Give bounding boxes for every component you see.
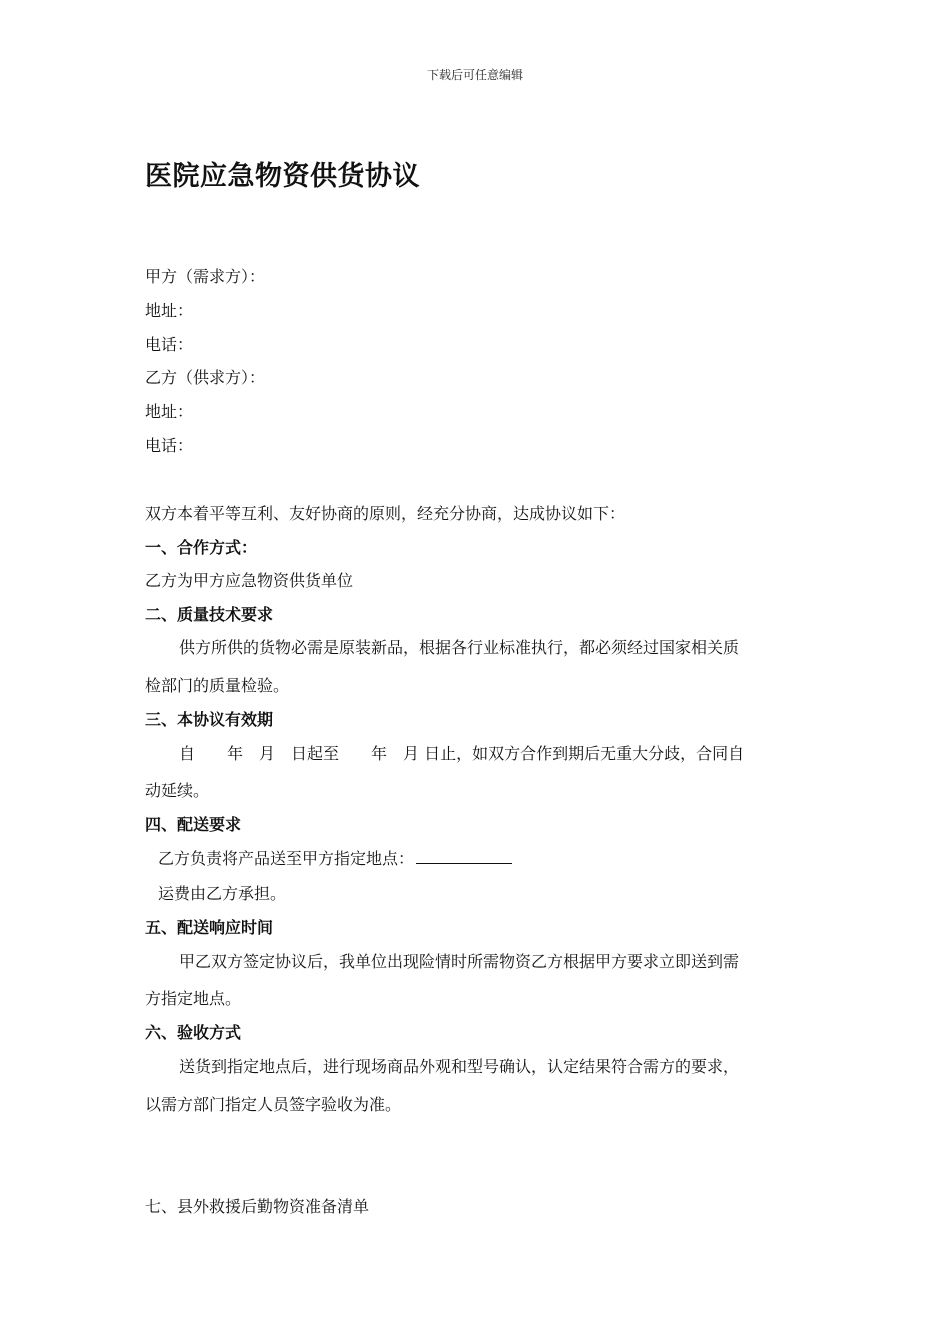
preamble: 双方本着平等互利、友好协商的原则，经充分协商，达成协议如下： bbox=[145, 504, 626, 523]
section-6-body-line1: 送货到指定地点后，进行现场商品外观和型号确认，认定结果符合需方的要求， bbox=[179, 1057, 740, 1076]
document-title: 医院应急物资供货协议 bbox=[145, 161, 420, 192]
section-5-body-line1: 甲乙双方签定协议后，我单位出现险情时所需物资乙方根据甲方要求立即送到需 bbox=[179, 952, 740, 971]
section-2-body-line1: 供方所供的货物必需是原装新品，根据各行业标准执行，都必须经过国家相关质 bbox=[179, 638, 740, 657]
section-3-body-line1: 自 年 月 日起至 年 月 日止，如双方合作到期后无重大分歧，合同自 bbox=[179, 744, 745, 763]
section-1-heading: 一、合作方式： bbox=[145, 538, 258, 557]
party-a-phone: 电话： bbox=[145, 335, 194, 354]
section-6-heading: 六、验收方式 bbox=[145, 1023, 242, 1042]
party-a-label: 甲方（需求方）： bbox=[145, 267, 266, 286]
section-1-body: 乙方为甲方应急物资供货单位 bbox=[145, 571, 354, 590]
section-3-body-line2: 动延续。 bbox=[145, 781, 210, 800]
section-5-heading: 五、配送响应时间 bbox=[145, 918, 274, 937]
party-a-address: 地址： bbox=[145, 301, 194, 320]
section-7-heading: 七、县外救援后勤物资准备清单 bbox=[145, 1197, 370, 1216]
party-b-address: 地址： bbox=[145, 402, 194, 421]
delivery-location-blank bbox=[416, 849, 512, 864]
section-4-body-line2: 运费由乙方承担。 bbox=[158, 884, 287, 903]
party-b-phone: 电话： bbox=[145, 436, 194, 455]
delivery-location-label: 乙方负责将产品送至甲方指定地点： bbox=[158, 849, 415, 868]
section-4-heading: 四、配送要求 bbox=[145, 815, 242, 834]
section-2-heading: 二、质量技术要求 bbox=[145, 605, 274, 624]
party-b-label: 乙方（供求方）： bbox=[145, 368, 266, 387]
section-2-body-line2: 检部门的质量检验。 bbox=[145, 676, 290, 695]
header-note: 下载后可任意编辑 bbox=[426, 68, 523, 82]
section-4-body-line1 bbox=[158, 849, 512, 869]
section-3-heading: 三、本协议有效期 bbox=[145, 710, 274, 729]
section-6-body-line2: 以需方部门指定人员签字验收为准。 bbox=[145, 1095, 402, 1114]
section-5-body-line2: 方指定地点。 bbox=[145, 989, 242, 1008]
